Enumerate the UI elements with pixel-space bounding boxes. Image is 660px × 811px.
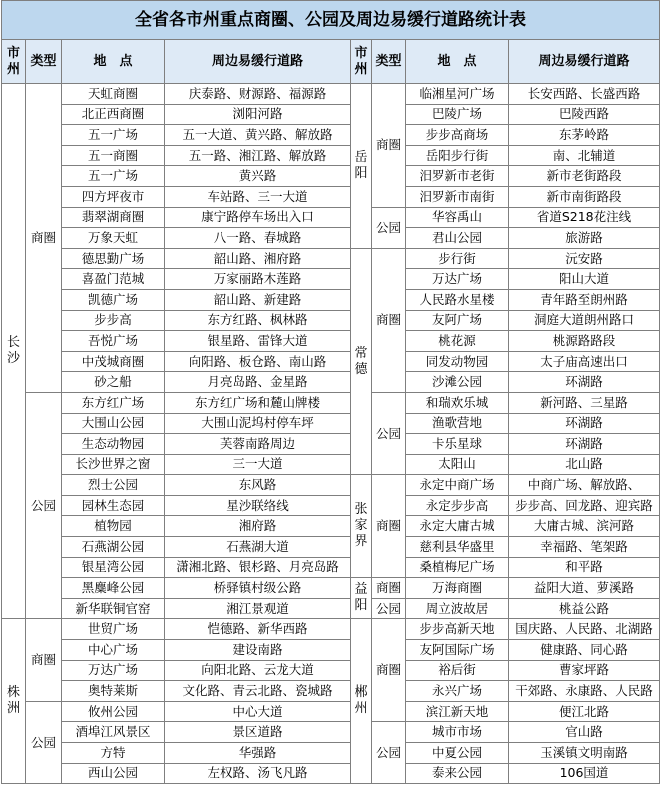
roads-cell: 大围山泥坞村停车坪 bbox=[165, 413, 351, 434]
roads-cell: 新河路、三星路 bbox=[509, 392, 660, 413]
table-row bbox=[2, 537, 660, 558]
roads-cell: 中心大道 bbox=[165, 701, 351, 722]
location-cell: 世贸广场 bbox=[62, 619, 165, 640]
table-row bbox=[2, 392, 660, 413]
city-cell: 株洲 bbox=[2, 619, 26, 784]
table-row bbox=[2, 495, 660, 516]
table-row bbox=[2, 578, 660, 599]
table-row bbox=[2, 145, 660, 166]
roads-cell: 湘江景观道 bbox=[165, 598, 351, 619]
roads-cell: 曹家坪路 bbox=[509, 660, 660, 681]
table-row bbox=[2, 413, 660, 434]
header-location: 地 点 bbox=[62, 40, 165, 84]
location-cell: 永定步步高 bbox=[406, 495, 509, 516]
roads-cell: 玉溪镇文明南路 bbox=[509, 743, 660, 764]
table-row bbox=[2, 351, 660, 372]
location-cell: 银星湾公园 bbox=[62, 557, 165, 578]
location-cell: 巴陵广场 bbox=[406, 104, 509, 125]
roads-cell: 桥驿镇村级公路 bbox=[165, 578, 351, 599]
location-cell: 生态动物园 bbox=[62, 434, 165, 455]
location-cell: 中茂城商圈 bbox=[62, 351, 165, 372]
roads-cell: 石燕湖大道 bbox=[165, 537, 351, 558]
roads-cell: 益阳大道、萝溪路 bbox=[509, 578, 660, 599]
location-cell: 四方坪夜市 bbox=[62, 186, 165, 207]
type-cell: 商圈 bbox=[372, 248, 406, 392]
location-cell: 石燕湖公园 bbox=[62, 537, 165, 558]
table-row bbox=[2, 660, 660, 681]
table-row bbox=[2, 763, 660, 784]
header-city-right: 市州 bbox=[351, 40, 372, 84]
location-cell: 人民路水星楼 bbox=[406, 289, 509, 310]
roads-cell: 南、北辅道 bbox=[509, 145, 660, 166]
table-row bbox=[2, 516, 660, 537]
location-cell: 裕后街 bbox=[406, 660, 509, 681]
roads-cell: 文化路、青云北路、瓷城路 bbox=[165, 681, 351, 702]
roads-cell: 恺德路、新华西路 bbox=[165, 619, 351, 640]
location-cell: 喜盈门范城 bbox=[62, 269, 165, 290]
location-cell: 中夏公园 bbox=[406, 743, 509, 764]
location-cell: 园林生态园 bbox=[62, 495, 165, 516]
roads-cell: 阳山大道 bbox=[509, 269, 660, 290]
table-row bbox=[2, 269, 660, 290]
roads-cell: 东茅岭路 bbox=[509, 125, 660, 146]
location-cell: 周立波故居 bbox=[406, 598, 509, 619]
roads-cell: 景区道路 bbox=[165, 722, 351, 743]
table-row bbox=[2, 372, 660, 393]
city-cell: 长沙 bbox=[2, 84, 26, 619]
location-cell: 汨罗新市老街 bbox=[406, 166, 509, 187]
location-cell: 步步高 bbox=[62, 310, 165, 331]
roads-cell: 旅游路 bbox=[509, 228, 660, 249]
table-row bbox=[2, 248, 660, 269]
type-cell: 公园 bbox=[372, 392, 406, 474]
roads-cell: 左权路、汤飞凡路 bbox=[165, 763, 351, 784]
roads-cell: 五一大道、黄兴路、解放路 bbox=[165, 125, 351, 146]
roads-cell: 环湖路 bbox=[509, 413, 660, 434]
type-cell: 商圈 bbox=[372, 84, 406, 208]
roads-cell: 浏阳河路 bbox=[165, 104, 351, 125]
roads-cell: 康宁路停车场出入口 bbox=[165, 207, 351, 228]
location-cell: 永定中商广场 bbox=[406, 475, 509, 496]
roads-cell: 中商广场、解放路、 bbox=[509, 475, 660, 496]
location-cell: 永定大庸古城 bbox=[406, 516, 509, 537]
location-cell: 五一广场 bbox=[62, 166, 165, 187]
location-cell: 城市市场 bbox=[406, 722, 509, 743]
roads-cell: 东方红广场和麓山牌楼 bbox=[165, 392, 351, 413]
city-cell: 益阳 bbox=[351, 578, 372, 619]
table-row bbox=[2, 598, 660, 619]
table-row bbox=[2, 186, 660, 207]
type-cell: 商圈 bbox=[26, 619, 62, 701]
location-cell: 滨江新天地 bbox=[406, 701, 509, 722]
roads-cell: 新市老街路段 bbox=[509, 166, 660, 187]
location-cell: 万海商圈 bbox=[406, 578, 509, 599]
location-cell: 吾悦广场 bbox=[62, 331, 165, 352]
location-cell: 步步高商场 bbox=[406, 125, 509, 146]
table-row bbox=[2, 125, 660, 146]
roads-cell: 太子庙高速出口 bbox=[509, 351, 660, 372]
roads-cell: 长安西路、长盛西路 bbox=[509, 84, 660, 105]
header-location-right: 地 点 bbox=[406, 40, 509, 84]
roads-cell: 银星路、雷锋大道 bbox=[165, 331, 351, 352]
roads-cell: 步步高、回龙路、迎宾路 bbox=[509, 495, 660, 516]
table-row bbox=[2, 104, 660, 125]
roads-cell: 潇湘北路、银杉路、月亮岛路 bbox=[165, 557, 351, 578]
roads-cell: 106国道 bbox=[509, 763, 660, 784]
location-cell: 临湘星河广场 bbox=[406, 84, 509, 105]
table-row bbox=[2, 557, 660, 578]
table-row bbox=[2, 681, 660, 702]
table-row bbox=[2, 434, 660, 455]
type-cell: 商圈 bbox=[372, 619, 406, 722]
location-cell: 黑麋峰公园 bbox=[62, 578, 165, 599]
location-cell: 砂之船 bbox=[62, 372, 165, 393]
roads-cell: 韶山路、湘府路 bbox=[165, 248, 351, 269]
roads-cell: 官山路 bbox=[509, 722, 660, 743]
location-cell: 岳阳步行街 bbox=[406, 145, 509, 166]
table-row bbox=[2, 331, 660, 352]
location-cell: 天虹商圈 bbox=[62, 84, 165, 105]
roads-cell: 芙蓉南路周边 bbox=[165, 434, 351, 455]
roads-cell: 健康路、同心路 bbox=[509, 640, 660, 661]
table-row bbox=[2, 454, 660, 475]
roads-cell: 华强路 bbox=[165, 743, 351, 764]
city-cell: 常德 bbox=[351, 248, 372, 475]
location-cell: 烈士公园 bbox=[62, 475, 165, 496]
location-cell: 渔歌营地 bbox=[406, 413, 509, 434]
location-cell: 友阿广场 bbox=[406, 310, 509, 331]
roads-cell: 黄兴路 bbox=[165, 166, 351, 187]
location-cell: 卡乐星球 bbox=[406, 434, 509, 455]
location-cell: 方特 bbox=[62, 743, 165, 764]
roads-cell: 巴陵西路 bbox=[509, 104, 660, 125]
header-roads: 周边易缓行道路 bbox=[165, 40, 351, 84]
roads-cell: 和平路 bbox=[509, 557, 660, 578]
header-roads-right: 周边易缓行道路 bbox=[509, 40, 660, 84]
location-cell: 五一广场 bbox=[62, 125, 165, 146]
table-row bbox=[2, 619, 660, 640]
roads-cell: 三一大道 bbox=[165, 454, 351, 475]
location-cell: 攸州公园 bbox=[62, 701, 165, 722]
location-cell: 德思勤广场 bbox=[62, 248, 165, 269]
header-city: 市州 bbox=[2, 40, 26, 84]
table-row bbox=[2, 207, 660, 228]
type-cell: 公园 bbox=[372, 207, 406, 248]
location-cell: 华容禹山 bbox=[406, 207, 509, 228]
location-cell: 同发动物园 bbox=[406, 351, 509, 372]
location-cell: 植物园 bbox=[62, 516, 165, 537]
roads-cell: 省道S218花注线 bbox=[509, 207, 660, 228]
header-type: 类型 bbox=[26, 40, 62, 84]
type-cell: 商圈 bbox=[372, 475, 406, 578]
location-cell: 长沙世界之窗 bbox=[62, 454, 165, 475]
location-cell: 永兴广场 bbox=[406, 681, 509, 702]
roads-cell: 向阳路、板仓路、南山路 bbox=[165, 351, 351, 372]
table-row bbox=[2, 640, 660, 661]
location-cell: 桃花源 bbox=[406, 331, 509, 352]
table-row bbox=[2, 310, 660, 331]
location-cell: 太阳山 bbox=[406, 454, 509, 475]
location-cell: 万达广场 bbox=[406, 269, 509, 290]
location-cell: 步步高新天地 bbox=[406, 619, 509, 640]
location-cell: 和瑞欢乐城 bbox=[406, 392, 509, 413]
header-type-right: 类型 bbox=[372, 40, 406, 84]
roads-cell: 东风路 bbox=[165, 475, 351, 496]
roads-cell: 湘府路 bbox=[165, 516, 351, 537]
city-cell: 岳阳 bbox=[351, 84, 372, 249]
roads-cell: 韶山路、新建路 bbox=[165, 289, 351, 310]
roads-cell: 万家丽路木莲路 bbox=[165, 269, 351, 290]
table-row bbox=[2, 743, 660, 764]
table-row bbox=[2, 228, 660, 249]
table-title: 全省各市州重点商圈、公园及周边易缓行道路统计表 bbox=[2, 1, 660, 40]
roads-cell: 幸福路、笔架路 bbox=[509, 537, 660, 558]
location-cell: 北正西商圈 bbox=[62, 104, 165, 125]
roads-cell: 新市南街路段 bbox=[509, 186, 660, 207]
roads-cell: 建设南路 bbox=[165, 640, 351, 661]
roads-cell: 车站路、三一大道 bbox=[165, 186, 351, 207]
roads-cell: 北山路 bbox=[509, 454, 660, 475]
location-cell: 大围山公园 bbox=[62, 413, 165, 434]
table-row bbox=[2, 701, 660, 722]
table-row bbox=[2, 722, 660, 743]
statistics-table bbox=[1, 0, 660, 784]
roads-cell: 沅安路 bbox=[509, 248, 660, 269]
roads-cell: 桃源路路段 bbox=[509, 331, 660, 352]
location-cell: 万象天虹 bbox=[62, 228, 165, 249]
roads-cell: 向阳北路、云龙大道 bbox=[165, 660, 351, 681]
roads-cell: 月亮岛路、金星路 bbox=[165, 372, 351, 393]
roads-cell: 桃益公路 bbox=[509, 598, 660, 619]
location-cell: 慈利县华盛里 bbox=[406, 537, 509, 558]
roads-cell: 五一路、湘江路、解放路 bbox=[165, 145, 351, 166]
location-cell: 奥特莱斯 bbox=[62, 681, 165, 702]
roads-cell: 干郊路、永康路、人民路 bbox=[509, 681, 660, 702]
table-row bbox=[2, 166, 660, 187]
type-cell: 公园 bbox=[26, 701, 62, 783]
roads-cell: 青年路至朗州路 bbox=[509, 289, 660, 310]
location-cell: 步行街 bbox=[406, 248, 509, 269]
roads-cell: 洞庭大道朗州路口 bbox=[509, 310, 660, 331]
type-cell: 公园 bbox=[372, 598, 406, 619]
location-cell: 万达广场 bbox=[62, 660, 165, 681]
location-cell: 泰来公园 bbox=[406, 763, 509, 784]
type-cell: 公园 bbox=[26, 392, 62, 619]
location-cell: 凯德广场 bbox=[62, 289, 165, 310]
location-cell: 翡翠湖商圈 bbox=[62, 207, 165, 228]
roads-cell: 环湖路 bbox=[509, 372, 660, 393]
table-row bbox=[2, 84, 660, 105]
roads-cell: 庆泰路、财源路、福源路 bbox=[165, 84, 351, 105]
type-cell: 商圈 bbox=[26, 84, 62, 393]
location-cell: 桑植梅尼广场 bbox=[406, 557, 509, 578]
location-cell: 西山公园 bbox=[62, 763, 165, 784]
location-cell: 友阿国际广场 bbox=[406, 640, 509, 661]
roads-cell: 大庸古城、滨河路 bbox=[509, 516, 660, 537]
location-cell: 东方红广场 bbox=[62, 392, 165, 413]
city-cell: 郴州 bbox=[351, 619, 372, 784]
location-cell: 五一商圈 bbox=[62, 145, 165, 166]
location-cell: 酒埠江风景区 bbox=[62, 722, 165, 743]
roads-cell: 八一路、春城路 bbox=[165, 228, 351, 249]
roads-cell: 国庆路、人民路、北湖路 bbox=[509, 619, 660, 640]
table-row bbox=[2, 475, 660, 496]
table-row bbox=[2, 289, 660, 310]
type-cell: 公园 bbox=[372, 722, 406, 784]
location-cell: 汨罗新市南街 bbox=[406, 186, 509, 207]
location-cell: 君山公园 bbox=[406, 228, 509, 249]
roads-cell: 便江北路 bbox=[509, 701, 660, 722]
roads-cell: 东方红路、枫林路 bbox=[165, 310, 351, 331]
location-cell: 中心广场 bbox=[62, 640, 165, 661]
location-cell: 沙滩公园 bbox=[406, 372, 509, 393]
city-cell: 张家界 bbox=[351, 475, 372, 578]
roads-cell: 环湖路 bbox=[509, 434, 660, 455]
location-cell: 新华联铜官窑 bbox=[62, 598, 165, 619]
roads-cell: 星沙联络线 bbox=[165, 495, 351, 516]
type-cell: 商圈 bbox=[372, 578, 406, 599]
